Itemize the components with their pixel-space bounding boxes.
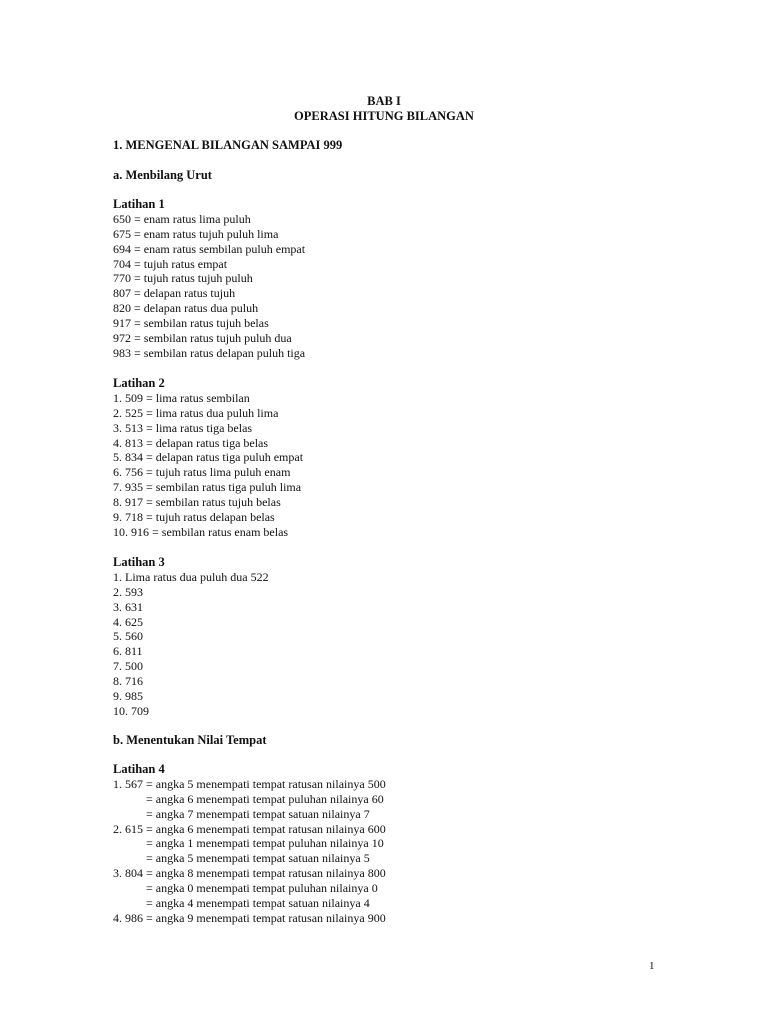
- exercise-line: 9. 985: [113, 689, 143, 704]
- exercise-line: 3. 804 = angka 8 menempati tempat ratusan nilainya 800: [113, 866, 386, 881]
- exercise-line: 650 = enam ratus lima puluh: [113, 211, 251, 226]
- exercise-line: = angka 5 menempati tempat satuan nilainya 5: [146, 851, 370, 866]
- exercise-line: 704 = tujuh ratus empat: [113, 256, 228, 271]
- exercise-line: 694 = enam ratus sembilan puluh empat: [113, 241, 306, 256]
- exercise-1-title: Latihan 1: [113, 197, 165, 211]
- section-title: 1. MENGENAL BILANGAN SAMPAI 999: [113, 138, 343, 152]
- exercise-2-title: Latihan 2: [113, 376, 165, 390]
- exercise-line: 4. 986 = angka 9 menempati tempat ratusan nilainya 900: [113, 910, 386, 925]
- exercise-line: 8. 716: [113, 674, 143, 689]
- exercise-line: 10. 916 = sembilan ratus enam belas: [113, 524, 289, 539]
- exercise-line: 1. 567 = angka 5 menempati tempat ratusan nilainya 500: [113, 776, 386, 791]
- exercise-line: 3. 513 = lima ratus tiga belas: [113, 420, 253, 435]
- exercise-line: 5. 560: [113, 629, 143, 644]
- exercise-line: 917 = sembilan ratus tujuh belas: [113, 316, 269, 331]
- exercise-line: 4. 813 = delapan ratus tiga belas: [113, 435, 269, 450]
- exercise-3-title: Latihan 3: [113, 555, 165, 569]
- exercise-line: = angka 1 menempati tempat puluhan nilainya 10: [146, 836, 384, 851]
- exercise-line: 1. Lima ratus dua puluh dua 522: [113, 569, 269, 584]
- exercise-line: 7. 935 = sembilan ratus tiga puluh lima: [113, 480, 302, 495]
- exercise-line: 4. 625: [113, 614, 143, 629]
- exercise-4-title: Latihan 4: [113, 762, 165, 776]
- exercise-line: 807 = delapan ratus tujuh: [113, 286, 236, 301]
- chapter-title: OPERASI HITUNG BILANGAN: [294, 109, 474, 123]
- exercise-line: 820 = delapan ratus dua puluh: [113, 301, 259, 316]
- exercise-line: 5. 834 = delapan ratus tiga puluh empat: [113, 450, 304, 465]
- exercise-line: 8. 917 = sembilan ratus tujuh belas: [113, 495, 281, 510]
- subsection-b-title: b. Menentukan Nilai Tempat: [113, 733, 267, 747]
- exercise-line: 983 = sembilan ratus delapan puluh tiga: [113, 345, 306, 360]
- exercise-line: 2. 593: [113, 584, 143, 599]
- exercise-line: 1. 509 = lima ratus sembilan: [113, 390, 250, 405]
- exercise-2-lines: [113, 391, 303, 540]
- exercise-line: 10. 709: [113, 703, 149, 718]
- exercise-2: [113, 376, 303, 540]
- exercise-1-lines: [113, 212, 305, 361]
- exercise-line: 6. 811: [113, 644, 143, 659]
- subsection-a-title: a. Menbilang Urut: [113, 168, 212, 182]
- exercise-4: [113, 762, 386, 926]
- exercise-3-lines: [113, 570, 269, 719]
- exercise-line: 2. 525 = lima ratus dua puluh lima: [113, 405, 279, 420]
- chapter-label: BAB I: [367, 94, 401, 108]
- exercise-line: = angka 6 menempati tempat puluhan nilainya 60: [146, 791, 384, 806]
- exercise-line: = angka 0 menempati tempat puluhan nilainya 0: [146, 881, 378, 896]
- exercise-1: [113, 197, 305, 361]
- exercise-line: 675 = enam ratus tujuh puluh lima: [113, 226, 279, 241]
- exercise-line: 2. 615 = angka 6 menempati tempat ratusan nilainya 600: [113, 821, 386, 836]
- exercise-line: 972 = sembilan ratus tujuh puluh dua: [113, 331, 292, 346]
- exercise-line: 770 = tujuh ratus tujuh puluh: [113, 271, 253, 286]
- exercise-line: 9. 718 = tujuh ratus delapan belas: [113, 510, 275, 525]
- exercise-line: = angka 4 menempati tempat satuan nilainya 4: [146, 896, 370, 911]
- exercise-4-lines: [113, 777, 386, 926]
- exercise-line: = angka 7 menempati tempat satuan nilainya 7: [146, 806, 370, 821]
- exercise-line: 7. 500: [113, 659, 143, 674]
- page-number: 1: [649, 960, 655, 972]
- exercise-line: 6. 756 = tujuh ratus lima puluh enam: [113, 465, 291, 480]
- exercise-line: 3. 631: [113, 599, 143, 614]
- exercise-3: [113, 555, 269, 719]
